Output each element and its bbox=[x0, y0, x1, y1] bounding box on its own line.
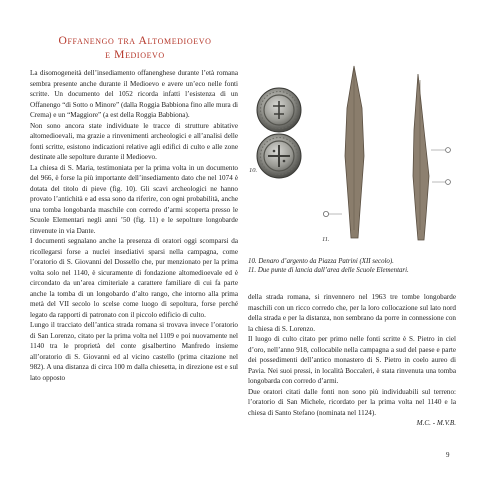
page-title bbox=[30, 34, 240, 62]
paragraph: Non sono ancora state individuate le tracce di strutture abitative altomedioevali, ma grazie a rinvenimenti archeologici e all’analisi delle fonti scritte, esistono indicazioni relative agli edifici di culto e alle zone destinate alle sepolture durante il Medioevo. bbox=[30, 121, 238, 161]
fig11-spearheads-image bbox=[318, 60, 468, 250]
figure-captions bbox=[248, 257, 458, 275]
fig10-caption: 10. Denaro d’argento da Piazza Patrini (XII secolo). bbox=[248, 258, 394, 265]
coin-obverse bbox=[257, 88, 301, 132]
page-number: 9 bbox=[446, 451, 450, 459]
paragraph: della strada romana, si rinvennero nel 1963 tre tombe longobarde maschili con un ricco corredo che, per la loro collocazione sul lato nord della strada e per la distanza, non sembrano da porre in connessione con la chiesa di S. Lorenzo. bbox=[248, 293, 456, 333]
fig10-label: 10. bbox=[249, 167, 258, 174]
spearhead-right bbox=[413, 74, 450, 240]
fig10-coins-image bbox=[246, 84, 312, 180]
author-signature: M.C. - M.V.B. bbox=[416, 419, 456, 427]
fig11-label: 11. bbox=[322, 236, 330, 243]
title-line-2: e Medioevo bbox=[105, 48, 165, 61]
left-text-column bbox=[30, 68, 238, 383]
paragraph: Il luogo di culto citato per primo nelle fonti scritte è S. Pietro in ciel d’oro, nell’anno 918, collocabile nella campagna a sud del paese e parte dei possedimenti dell’antico monastero di S. Pietro in coelo aureo di Pavia. Nei suoi pressi, in località Boccaleri, è stata rinvenuta una tomba longobarda con corredo d’armi. bbox=[248, 335, 456, 385]
fig11-caption: 11. Due punte di lancia dall’area delle Scuole Elementari. bbox=[248, 267, 409, 274]
paragraph: Lungo il tracciato dell’antica strada romana si trovava invece l’oratorio di San Lorenzo, citato per la prima volta nel 1109 e poi nuovamente nel 1140 tra le proprietà del conte gisalbertino Manfredo insieme all’oratorio di S. Giovanni ed al vicino castello (prima citazione nel 982). A una distanza di circa 100 m dalla chiesetta, in direzione est e sul lato opposto bbox=[30, 321, 238, 382]
spearhead-left bbox=[323, 66, 364, 238]
title-line-1: Offanengo tra Altomedioevo bbox=[58, 34, 212, 47]
paragraph: Due oratori citati dalle fonti non sono più individuabili sul terreno: l’oratorio di San Michele, ricordato per la prima volta nel 1140 e la chiesa di Santo Stefano (nominata nel 1124). bbox=[248, 387, 456, 417]
right-text-column bbox=[248, 292, 456, 429]
paragraph: I documenti segnalano anche la presenza di oratori oggi scomparsi da ricollegarsi forse a nuclei insediativi sparsi nella campagna, come l’oratorio di S. Giovanni del Dossello che, pur menzionato per la prima volta solo nel 1140, è sicuramente di fondazione altomedioevale ed è circondato da un’area cimiteriale a carattere familiare di cui fa parte anche la tomba di un longobardo d’alto rango, che intorno alla prima metà del VII secolo lo scelse come luogo di sepoltura, forse perché legato da rapporti di patronato con il piccolo edificio di culto. bbox=[30, 237, 238, 319]
paragraph: La disomogeneità dell’insediamento offanenghese durante l’età romana sembra presente anche durante il Medioevo e avere un’eco nelle fonti scritte. Un documento del 1052 ricorda infatti l’esistenza di un Offanengo “di Sotto o Minore” (dalla Roggia Babbiona fino alle mura di Crema) e un “Maggiore” (a est della Roggia Babbiona). bbox=[30, 69, 238, 119]
coin-reverse bbox=[257, 134, 301, 178]
paragraph: La chiesa di S. Maria, testimoniata per la prima volta in un documento del 966, è forse la più importante dell’insediamento dato che nel 1074 è dotata del titolo di pieve (fig. 10). Gli scavi archeologici ne hanno provato l’antichità e ad essa sono da riferire, con ogni probabilità, anche una tomba longobarda maschile con corredo d’armi scoperta presso le Scuole Elementari negli anni ’50 (fig. 11) e le sepolture longobarde rinvenute in via Dante. bbox=[30, 163, 238, 235]
